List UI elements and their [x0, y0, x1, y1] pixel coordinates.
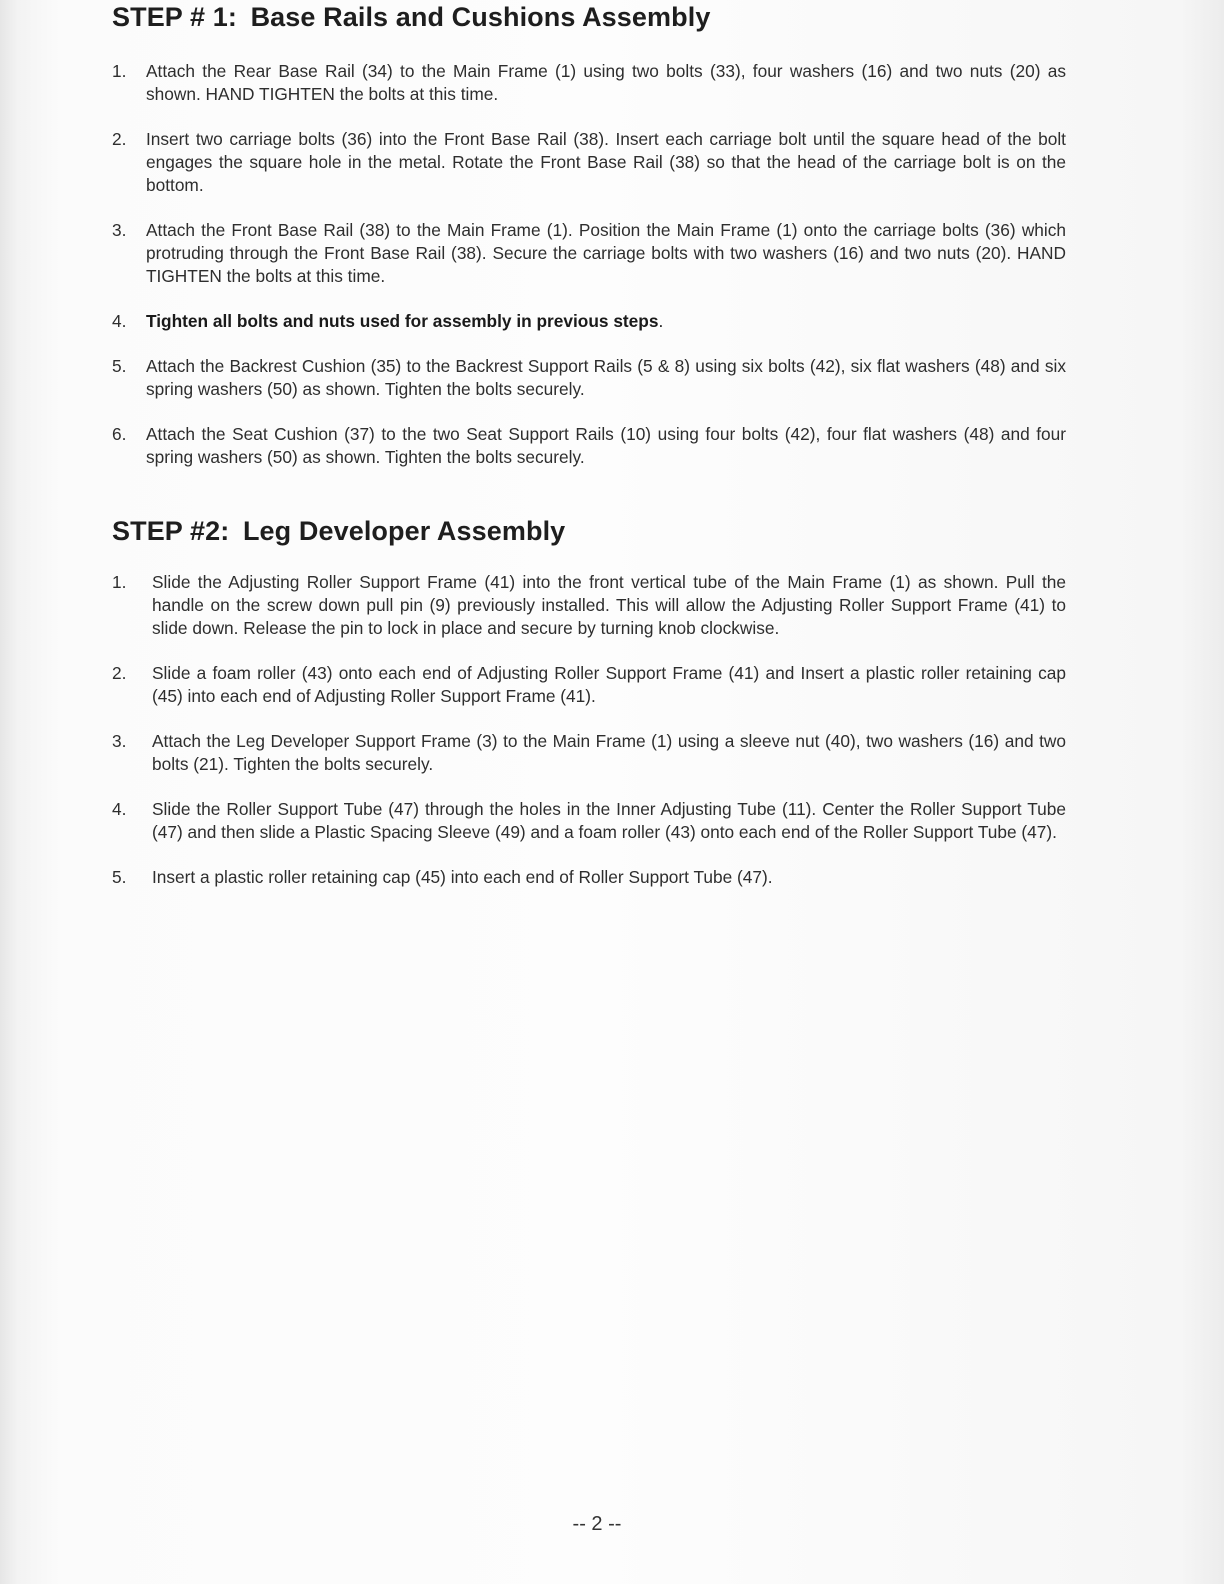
instruction-number: 6.	[112, 424, 127, 444]
instruction-number: 4.	[112, 799, 127, 819]
instruction-number: 3.	[112, 731, 127, 751]
step-1-number: STEP # 1:	[112, 2, 237, 32]
instruction-text: Attach the Front Base Rail (38) to the Main Frame (1). Position the Main Frame (1) onto the carriage bolts (36) which protruding through the Front Base Rail (38). Secure the carriage bolts with two washers (16) and two nuts (20). HAND TIGHTEN the bolts at this time.	[146, 220, 1066, 286]
instruction-text: Attach the Seat Cushion (37) to the two Seat Support Rails (10) using four bolts (42), four flat washers (48) and four spring washers (50) as shown. Tighten the bolts securely.	[146, 424, 1066, 467]
instruction-number: 1.	[112, 61, 127, 81]
instruction-text: Attach the Backrest Cushion (35) to the Backrest Support Rails (5 & 8) using six bolts (42), six flat washers (48) and six spring washers (50) as shown. Tighten the bolts securely.	[146, 356, 1066, 399]
instruction-text: Insert a plastic roller retaining cap (45) into each end of Roller Support Tube (47).	[152, 867, 773, 887]
step-1-title: Base Rails and Cushions Assembly	[250, 2, 711, 32]
instruction-number: 5.	[112, 867, 127, 887]
instruction-text: Slide the Roller Support Tube (47) through the holes in the Inner Adjusting Tube (11). Center the Roller Support Tube (47) and then slide a Plastic Spacing Sleeve (49) and a foam roller (43) onto each end of the Roller Support Tube (47).	[152, 799, 1066, 842]
instruction-text-tail: .	[658, 311, 664, 331]
instruction-item	[0, 798, 1224, 844]
instruction-number: 2.	[112, 129, 127, 149]
instruction-item	[0, 423, 1224, 469]
instruction-text-emphasis	[146, 310, 1066, 333]
instruction-text: Slide the Adjusting Roller Support Frame (41) into the front vertical tube of the Main Frame (1) as shown. Pull the handle on the screw down pull pin (9) previously installed. This will allow the Adjusting Roller Support Frame (41) to slide down. Release the pin to lock in place and secure by turning knob clockwise.	[152, 572, 1066, 638]
step-2-heading	[112, 516, 565, 547]
instruction-item	[0, 571, 1224, 640]
instruction-item	[0, 730, 1224, 776]
instruction-number: 4.	[112, 311, 127, 331]
instruction-number: 2.	[112, 663, 127, 683]
instruction-text: Attach the Rear Base Rail (34) to the Main Frame (1) using two bolts (33), four washers (16) and two nuts (20) as shown. HAND TIGHTEN the bolts at this time.	[146, 61, 1066, 104]
instruction-number: 1.	[112, 572, 127, 592]
instruction-text: Insert two carriage bolts (36) into the Front Base Rail (38). Insert each carriage bolt until the square head of the bolt engages the square hole in the metal. Rotate the Front Base Rail (38) so that the head of the carriage bolt is on the bottom.	[146, 129, 1066, 195]
instruction-text: Attach the Leg Developer Support Frame (3) to the Main Frame (1) using a sleeve nut (40), two washers (16) and two bolts (21). Tighten the bolts securely.	[152, 731, 1066, 774]
step-2-title: Leg Developer Assembly	[242, 516, 566, 546]
instruction-item	[0, 60, 1224, 106]
page-number	[0, 1513, 1224, 1536]
instruction-item	[0, 355, 1224, 401]
step-2-number: STEP #2:	[112, 516, 230, 546]
page-number-text: -- 2 --	[572, 1513, 622, 1535]
instruction-text: Slide a foam roller (43) onto each end of Adjusting Roller Support Frame (41) and Insert a plastic roller retaining cap (45) into each end of Adjusting Roller Support Frame (41).	[152, 663, 1066, 706]
instruction-number: 5.	[112, 356, 127, 376]
step-1-heading	[112, 2, 710, 33]
instruction-item	[0, 662, 1224, 708]
instruction-item	[0, 310, 1224, 333]
step-1-instructions	[0, 60, 1224, 491]
instruction-item	[0, 219, 1224, 288]
instruction-number: 3.	[112, 220, 127, 240]
step-2-instructions	[0, 571, 1224, 911]
instruction-item	[0, 128, 1224, 197]
instruction-item	[0, 866, 1224, 889]
instruction-text: Tighten all bolts and nuts used for assembly in previous steps	[146, 311, 659, 331]
